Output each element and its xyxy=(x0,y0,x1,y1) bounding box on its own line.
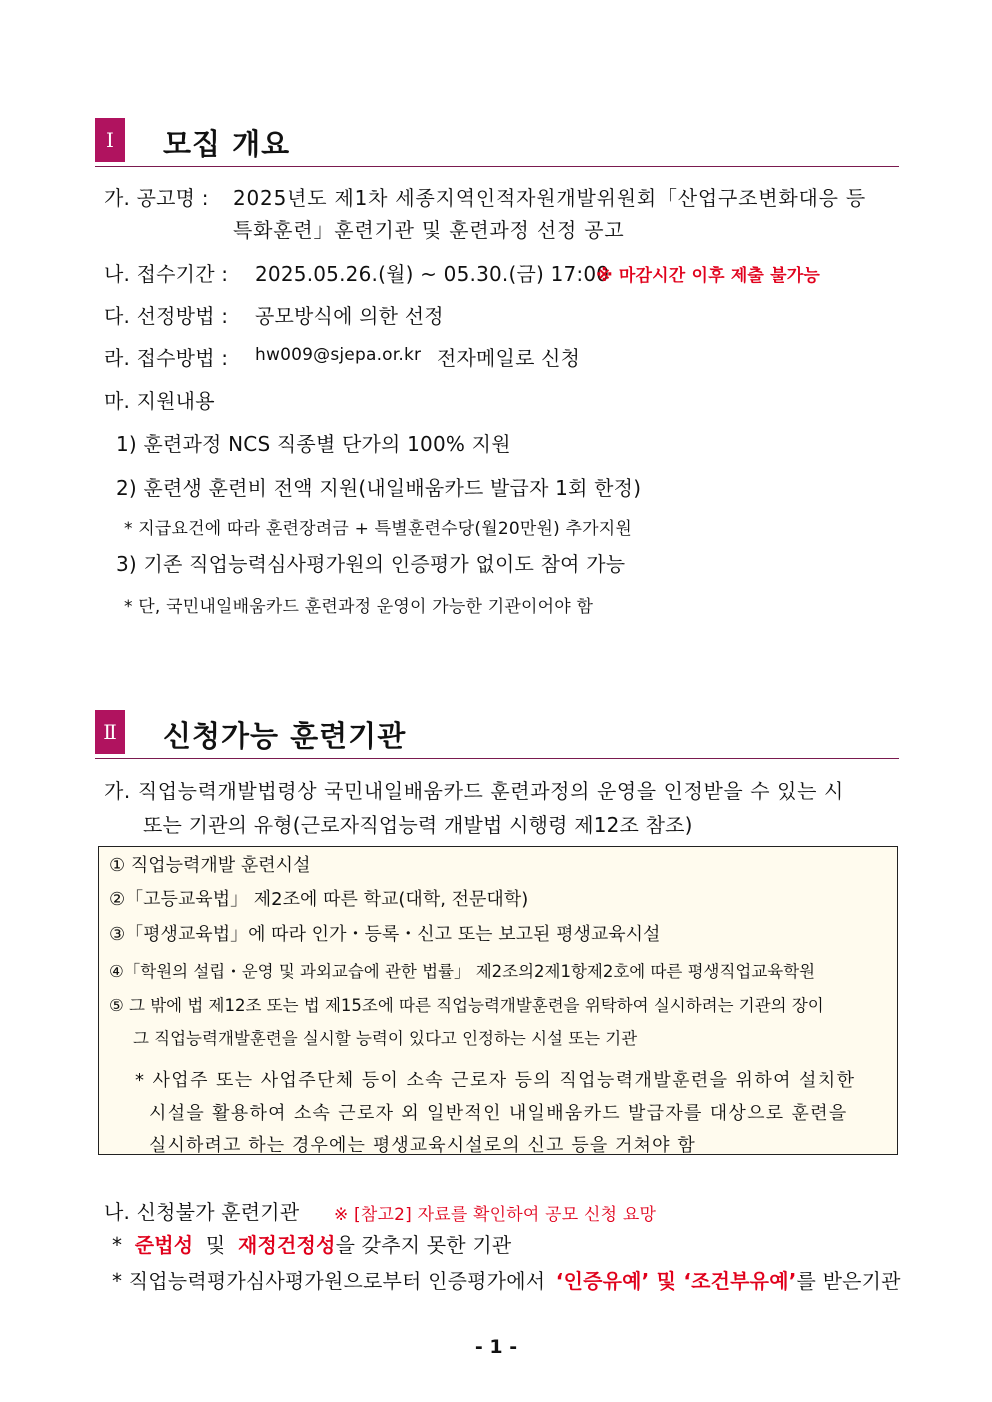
section-2-header xyxy=(95,710,899,759)
ma-item2: 2) 훈련생 훈련비 전액 지원(내일배움카드 발급자 1회 한정) xyxy=(116,476,642,500)
box-item-2: ②「고등교육법」 제2조에 따른 학교(대학, 전문대학) xyxy=(109,889,529,910)
box-note-line1: * 사업주 또는 사업주단체 등이 소속 근로자 등의 직업능력개발훈련을 위하여 설치한 xyxy=(135,1070,856,1091)
ga-line2: 특화훈련」훈련기관 및 훈련과정 선정 공고 xyxy=(233,218,625,242)
ma-item1: 1) 훈련과정 NCS 직종별 단가의 100% 지원 xyxy=(116,432,511,456)
s2-na-label: 나. 신청불가 훈련기관 xyxy=(104,1200,300,1224)
na-value: 2025.05.26.(월) ~ 05.30.(금) 17:00 xyxy=(255,262,610,286)
b1-end: 을 갖추지 못한 기관 xyxy=(335,1233,512,1257)
section-2-title: 신청가능 훈련기관 xyxy=(163,719,407,753)
box-note-line2: 시설을 활용하여 소속 근로자 외 일반적인 내일배움카드 발급자를 대상으로 훈련을 xyxy=(149,1103,848,1124)
s2-na-bullet1 xyxy=(112,1229,511,1258)
ga-line1: 2025년도 제1차 세종지역인적자원개발위원회「산업구조변화대응 등 xyxy=(233,186,867,210)
b2-start: * 직업능력평가심사평가원으로부터 인증평가에서 xyxy=(112,1269,546,1293)
b1-red-1: 준법성 xyxy=(134,1233,194,1257)
institution-types-box xyxy=(98,846,898,1155)
b1-mid: 및 xyxy=(205,1233,226,1257)
ma-item3: 3) 기존 직업능력심사평가원의 인증평가 없이도 참여 가능 xyxy=(116,552,626,576)
ra-label: 라. 접수방법 : xyxy=(104,346,229,370)
section-2-number: Ⅱ xyxy=(95,710,125,754)
da-label: 다. 선정방법 : xyxy=(104,304,229,328)
ma-item2-note: * 지급요건에 따라 훈련장려금 + 특별훈련수당(월20만원) 추가지원 xyxy=(124,519,633,539)
s2-ga-line1: 가. 직업능력개발법령상 국민내일배움카드 훈련과정의 운영을 인정받을 수 있는 시 xyxy=(104,779,844,803)
box-item-5-line1: ⑤ 그 밖에 법 제12조 또는 법 제15조에 따른 직업능력개발훈련을 위탁하여 실시하려는 기관의 장이 xyxy=(109,996,824,1015)
box-item-4: ④「학원의 설립・운영 및 과외교습에 관한 법률」 제2조의2제1항제2호에 따른 평생직업교육학원 xyxy=(109,962,816,981)
section-1-title: 모집 개요 xyxy=(163,127,291,161)
ga-label: 가. 공고명 : xyxy=(104,186,209,210)
section-1-number: Ⅰ xyxy=(95,118,125,162)
ma-item3-note: * 단, 국민내일배움카드 훈련과정 운영이 가능한 기관이어야 함 xyxy=(124,597,594,617)
b2-end: 를 받은기관 xyxy=(796,1269,901,1293)
na-label: 나. 접수기간 : xyxy=(104,262,229,286)
box-item-5-line2: 그 직업능력개발훈련을 실시할 능력이 있다고 인정하는 시설 또는 기관 xyxy=(133,1029,638,1048)
da-value: 공모방식에 의한 선정 xyxy=(255,304,444,328)
ma-label: 마. 지원내용 xyxy=(104,389,215,413)
s2-na-bullet2 xyxy=(112,1265,901,1294)
b2-red: ‘인증유예’ 및 ‘조건부유예’ xyxy=(555,1269,797,1293)
ra-email: hw009@sjepa.or.kr xyxy=(255,345,422,365)
section-1-header xyxy=(95,118,899,167)
na-warning: ※ 마감시간 이후 제출 불가능 xyxy=(596,266,821,286)
box-note-line3: 실시하려고 하는 경우에는 평생교육시설로의 신고 등을 거쳐야 함 xyxy=(149,1135,696,1156)
ra-value: 전자메일로 신청 xyxy=(437,346,581,370)
s2-ga-line2: 또는 기관의 유형(근로자직업능력 개발법 시행령 제12조 참조) xyxy=(143,813,693,837)
s2-na-ref: ※ [참고2] 자료를 확인하여 공모 신청 요망 xyxy=(334,1205,657,1225)
box-item-3: ③「평생교육법」에 따라 인가・등록・신고 또는 보고된 평생교육시설 xyxy=(109,924,661,945)
box-item-1: ① 직업능력개발 훈련시설 xyxy=(109,855,311,876)
page-number: - 1 - xyxy=(474,1336,518,1358)
b1-red-2: 재정건정성 xyxy=(237,1233,336,1257)
bullet-star: * xyxy=(112,1233,123,1257)
